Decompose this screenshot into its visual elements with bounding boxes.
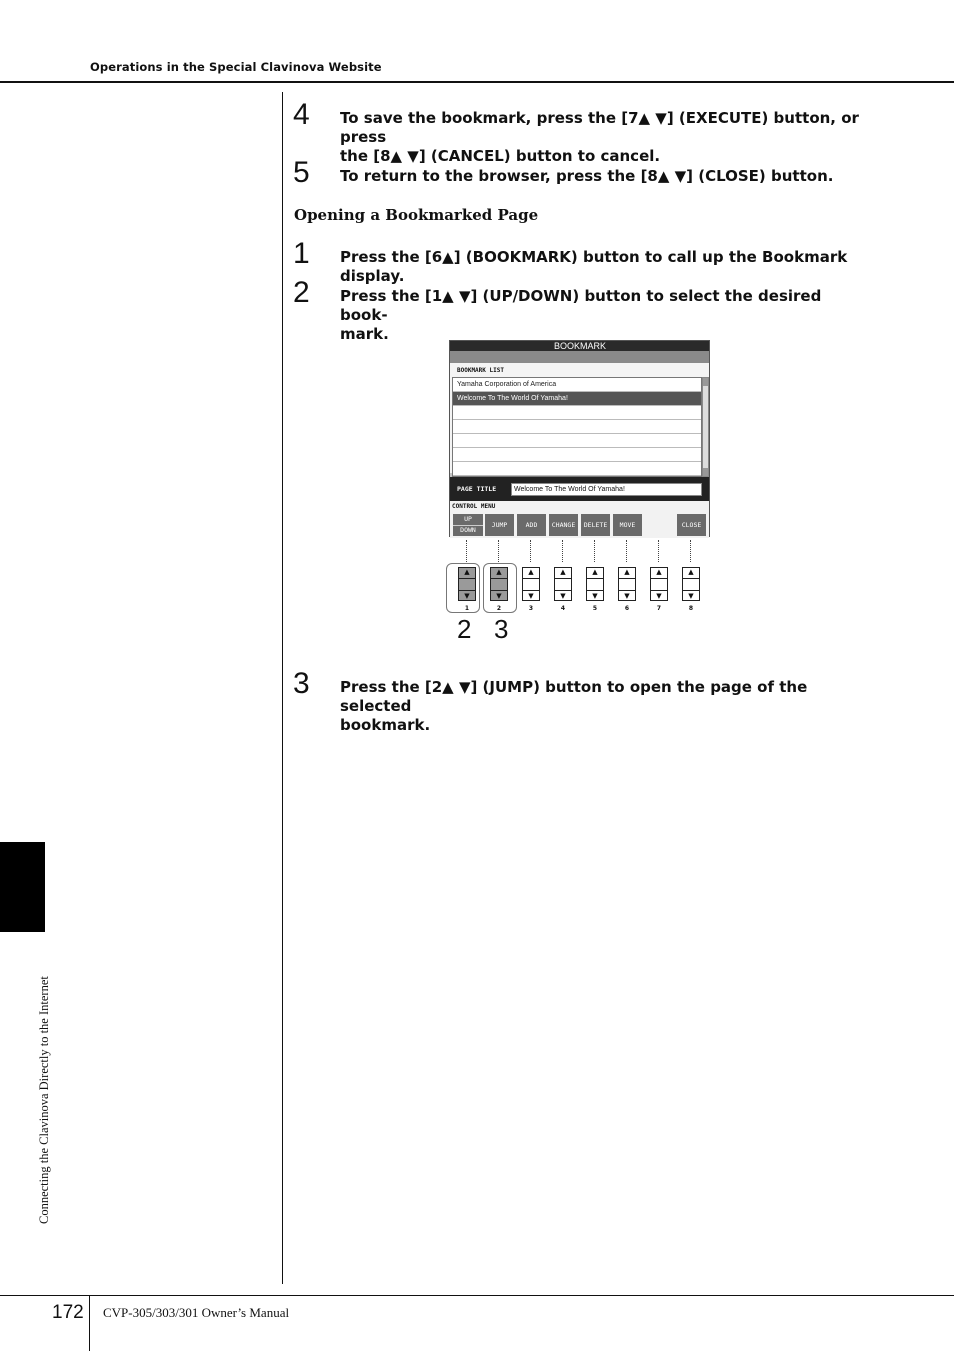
button-divider <box>587 578 603 579</box>
callout-number: 3 <box>494 614 509 644</box>
bookmark-list-item[interactable] <box>453 420 701 434</box>
down-arrow-icon: ▼ <box>624 592 630 600</box>
leader-line <box>466 540 467 562</box>
down-arrow-icon: ▼ <box>688 592 694 600</box>
bookmark-list-label: BOOKMARK LIST <box>457 367 504 374</box>
step-text <box>340 287 870 344</box>
up-arrow-icon: ▲ <box>656 568 662 576</box>
down-arrow-icon: ▼ <box>464 592 470 600</box>
chapter-tab <box>0 842 45 932</box>
step-text <box>340 109 870 166</box>
step-number: 2 <box>293 276 310 309</box>
panel-button-number: 5 <box>592 605 598 612</box>
button-divider <box>683 578 699 579</box>
down-arrow-icon: ▼ <box>656 592 662 600</box>
button-divider <box>619 578 635 579</box>
chapter-tab-label: Connecting the Clavinova Directly to the Internet <box>37 976 51 1224</box>
leader-line <box>498 540 499 562</box>
step-line: Press the [1▲ ▼] (UP/DOWN) button to select the desired book- <box>340 287 822 324</box>
panel-button-number: 4 <box>560 605 566 612</box>
step-line: To save the bookmark, press the [7▲ ▼] (EXECUTE) button, or press <box>340 109 859 146</box>
column-divider <box>282 92 283 1284</box>
control-menu-label: CONTROL MENU <box>452 503 496 510</box>
callout-frame <box>446 563 480 613</box>
panel-button-3[interactable] <box>522 567 540 601</box>
step-line: Press the [6▲] (BOOKMARK) button to call up the Bookmark display. <box>340 248 848 285</box>
bookmark-display <box>449 340 710 537</box>
display-title: BOOKMARK <box>553 341 606 351</box>
scroll-down-arrow[interactable] <box>703 468 708 476</box>
step-line: bookmark. <box>340 716 431 734</box>
up-label: UP <box>464 515 472 523</box>
panel-button-7[interactable] <box>650 567 668 601</box>
bookmark-list <box>452 377 702 477</box>
panel-button-number: 3 <box>528 605 534 612</box>
page-title-label: PAGE TITLE <box>457 485 497 493</box>
button-divider <box>651 578 667 579</box>
callout-number: 2 <box>457 614 472 644</box>
leader-line <box>530 540 531 562</box>
header-rule <box>0 81 954 83</box>
up-arrow-icon: ▲ <box>624 568 630 576</box>
leader-line <box>562 540 563 562</box>
panel-button-number: 6 <box>624 605 630 612</box>
leader-line <box>626 540 627 562</box>
step-line: To return to the browser, press the [8▲ ▼] (CLOSE) button. <box>340 167 834 185</box>
page-title-field[interactable]: Welcome To The World Of Yamaha! <box>511 483 702 496</box>
leader-line <box>594 540 595 562</box>
add-button[interactable]: ADD <box>517 514 546 536</box>
footer-rule <box>0 1295 954 1296</box>
bookmark-list-item[interactable] <box>453 462 701 476</box>
leader-line <box>658 540 659 562</box>
manual-title: CVP-305/303/301 Owner’s Manual <box>103 1305 290 1320</box>
footer-divider <box>89 1295 90 1351</box>
panel-button-number: 8 <box>688 605 694 612</box>
button-divider <box>555 578 571 579</box>
change-button[interactable]: CHANGE <box>549 514 578 536</box>
step-line: mark. <box>340 325 389 343</box>
step-text <box>340 678 870 735</box>
step-line: Press the [2▲ ▼] (JUMP) button to open the page of the selected <box>340 678 808 715</box>
panel-button-number: 2 <box>496 605 502 612</box>
panel-button-number: 7 <box>656 605 662 612</box>
bookmark-list-item[interactable] <box>453 406 701 420</box>
step-number: 3 <box>293 667 310 700</box>
step-number: 1 <box>293 237 310 270</box>
display-tab-strip <box>450 351 709 363</box>
panel-button-4[interactable] <box>554 567 572 601</box>
down-arrow-icon: ▼ <box>528 592 534 600</box>
down-arrow-icon: ▼ <box>496 592 502 600</box>
bookmark-list-item[interactable] <box>453 434 701 448</box>
leader-line <box>690 540 691 562</box>
up-arrow-icon: ▲ <box>560 568 566 576</box>
delete-button[interactable]: DELETE <box>581 514 610 536</box>
up-arrow-icon: ▲ <box>464 568 470 576</box>
down-arrow-icon: ▼ <box>592 592 598 600</box>
jump-button[interactable]: JUMP <box>485 514 514 536</box>
button-divider <box>523 578 539 579</box>
callout-frame <box>483 563 517 613</box>
down-label: DOWN <box>460 526 476 534</box>
scroll-up-arrow[interactable] <box>703 378 708 386</box>
updown-button[interactable] <box>453 514 483 536</box>
up-arrow-icon: ▲ <box>688 568 694 576</box>
step-text <box>340 167 870 186</box>
close-button[interactable]: CLOSE <box>677 514 706 536</box>
bookmark-list-item[interactable] <box>453 448 701 462</box>
step-text <box>340 248 870 286</box>
move-button[interactable]: MOVE <box>613 514 642 536</box>
panel-button-number: 1 <box>464 605 470 612</box>
updown-divider <box>453 525 483 526</box>
up-arrow-icon: ▲ <box>528 568 534 576</box>
section-heading: Opening a Bookmarked Page <box>294 206 539 224</box>
running-header: Operations in the Special Clavinova Website <box>90 60 382 74</box>
panel-button-5[interactable] <box>586 567 604 601</box>
scrollbar[interactable] <box>702 377 709 477</box>
up-arrow-icon: ▲ <box>496 568 502 576</box>
up-arrow-icon: ▲ <box>592 568 598 576</box>
step-line: the [8▲ ▼] (CANCEL) button to cancel. <box>340 147 661 165</box>
bookmark-list-item[interactable]: Yamaha Corporation of America <box>453 378 701 392</box>
step-number: 5 <box>293 156 310 189</box>
step-number: 4 <box>293 98 310 131</box>
panel-button-8[interactable] <box>682 567 700 601</box>
panel-button-6[interactable] <box>618 567 636 601</box>
down-arrow-icon: ▼ <box>560 592 566 600</box>
page-number: 172 <box>52 1302 84 1323</box>
bookmark-list-item[interactable]: Welcome To The World Of Yamaha! <box>453 392 701 406</box>
